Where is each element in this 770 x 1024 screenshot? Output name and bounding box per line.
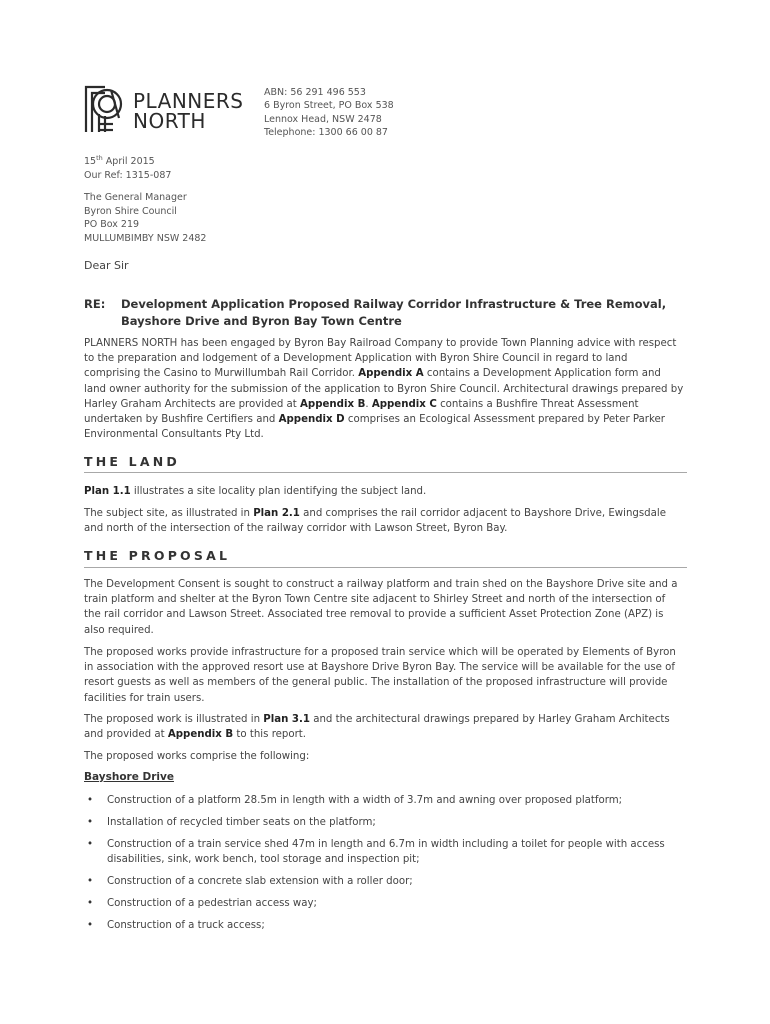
subheading-bayshore-drive: Bayshore Drive [84,771,174,783]
list-item-text: Construction of a pedestrian access way; [107,898,317,909]
bullet-icon: • [87,876,94,887]
recipient-line: Byron Shire Council [84,205,177,217]
recipient-line: MULLUMBIMBY NSW 2482 [84,232,207,244]
abn-line: ABN: 56 291 496 553 [264,87,366,98]
section-rule [84,567,687,568]
bullet-icon: • [87,839,94,850]
logo-text-line1: PLANNERS [133,89,244,113]
letter-date: 15th April 2015 [84,154,155,168]
subject-text: Development Application Proposed Railway Corridor Infrastructure & Tree Removal, Bayshore Drive and Byron Bay Town Centre [121,297,667,328]
logo-text-line2: NORTH [133,109,206,133]
date-block [84,151,171,183]
proposal-paragraph-2: The proposed works provide infrastructure for a proposed train service which will be operated by Elements of Byron in association with the approved resort use at Bayshore Drive Byron Bay. The service will be available for the use of resort guests as well as members of the general public. The installation of the proposed infrastructure will provide facilities for train users. [84,647,676,704]
logo-mark-icon [83,84,127,134]
list-item-text: Construction of a train service shed 47m in length and 6.7m in width including a toilet for people with access disabilities, sink, work bench, tool storage and inspection pit; [107,839,665,865]
phone-line: Telephone: 1300 66 00 87 [264,126,388,138]
section-rule [84,472,687,473]
town-line: Lennox Head, NSW 2478 [264,113,382,125]
list-item-text: Construction of a concrete slab extension with a roller door; [107,876,413,887]
land-paragraph-2: The subject site, as illustrated in Plan 2.1 and comprises the rail corridor adjacent to Bayshore Drive, Ewingsdale and north of the intersection of the railway corridor with Lawson Street, Byron Bay. [84,508,666,535]
recipient-address [84,191,206,245]
proposal-paragraph-3: The proposed work is illustrated in Plan 3.1 and the architectural drawings prepared by Harley Graham Architects and provided at Appendix B to this report. [84,714,670,741]
list-item-text: Construction of a platform 28.5m in length with a width of 3.7m and awning over proposed platform; [107,795,623,806]
proposal-paragraph-4: The proposed works comprise the following: [84,751,310,762]
bullet-icon: • [87,817,94,828]
recipient-line: PO Box 219 [84,219,140,231]
street-line: 6 Byron Street, PO Box 538 [264,100,394,112]
salutation: Dear Sir [84,259,129,272]
land-paragraph-1: Plan 1.1 illustrates a site locality plan identifying the subject land. [84,486,427,497]
list-item-text: Construction of a truck access; [107,920,265,931]
planners-north-logo [83,84,258,134]
recipient-line: The General Manager [84,192,187,203]
bullet-icon: • [87,920,94,931]
intro-paragraph: PLANNERS NORTH has been engaged by Byron Bay Railroad Company to provide Town Planning advice with respect to the preparation and lodgement of a Development Application with Byron Shire Council in regard to land comprising the Casino to Murwillumbah Rail Corridor. Appendix A contains a Development Application form and land owner authority for the submission of the application to Byron Shire Council. Architectural drawings prepared by Harley Graham Architects are provided at Appendix B. Appendix C contains a Bushfire Threat Assessment undertaken by Bushfire Certifiers and Appendix D comprises an Ecological Assessment prepared by Peter Parker Environmental Consultants Pty Ltd. [84,338,684,441]
our-ref: Our Ref: 1315-087 [84,170,172,182]
bullet-icon: • [87,795,94,806]
subject-label: RE: [84,297,106,311]
proposal-paragraph-1: The Development Consent is sought to construct a railway platform and train shed on the Bayshore Drive site and a train platform and shelter at the Byron Town Centre site adjacent to Shirley Street and north of the intersection of the rail corridor and Lawson Street. Associated tree removal to provide a sufficient Asset Protection Zone (APZ) is also required. [84,579,678,636]
bullet-icon: • [87,898,94,909]
list-item-text: Installation of recycled timber seats on the platform; [107,817,376,828]
section-heading-land: THE LAND [84,454,180,469]
letterhead-address [264,86,394,139]
section-heading-proposal: THE PROPOSAL [84,548,231,563]
